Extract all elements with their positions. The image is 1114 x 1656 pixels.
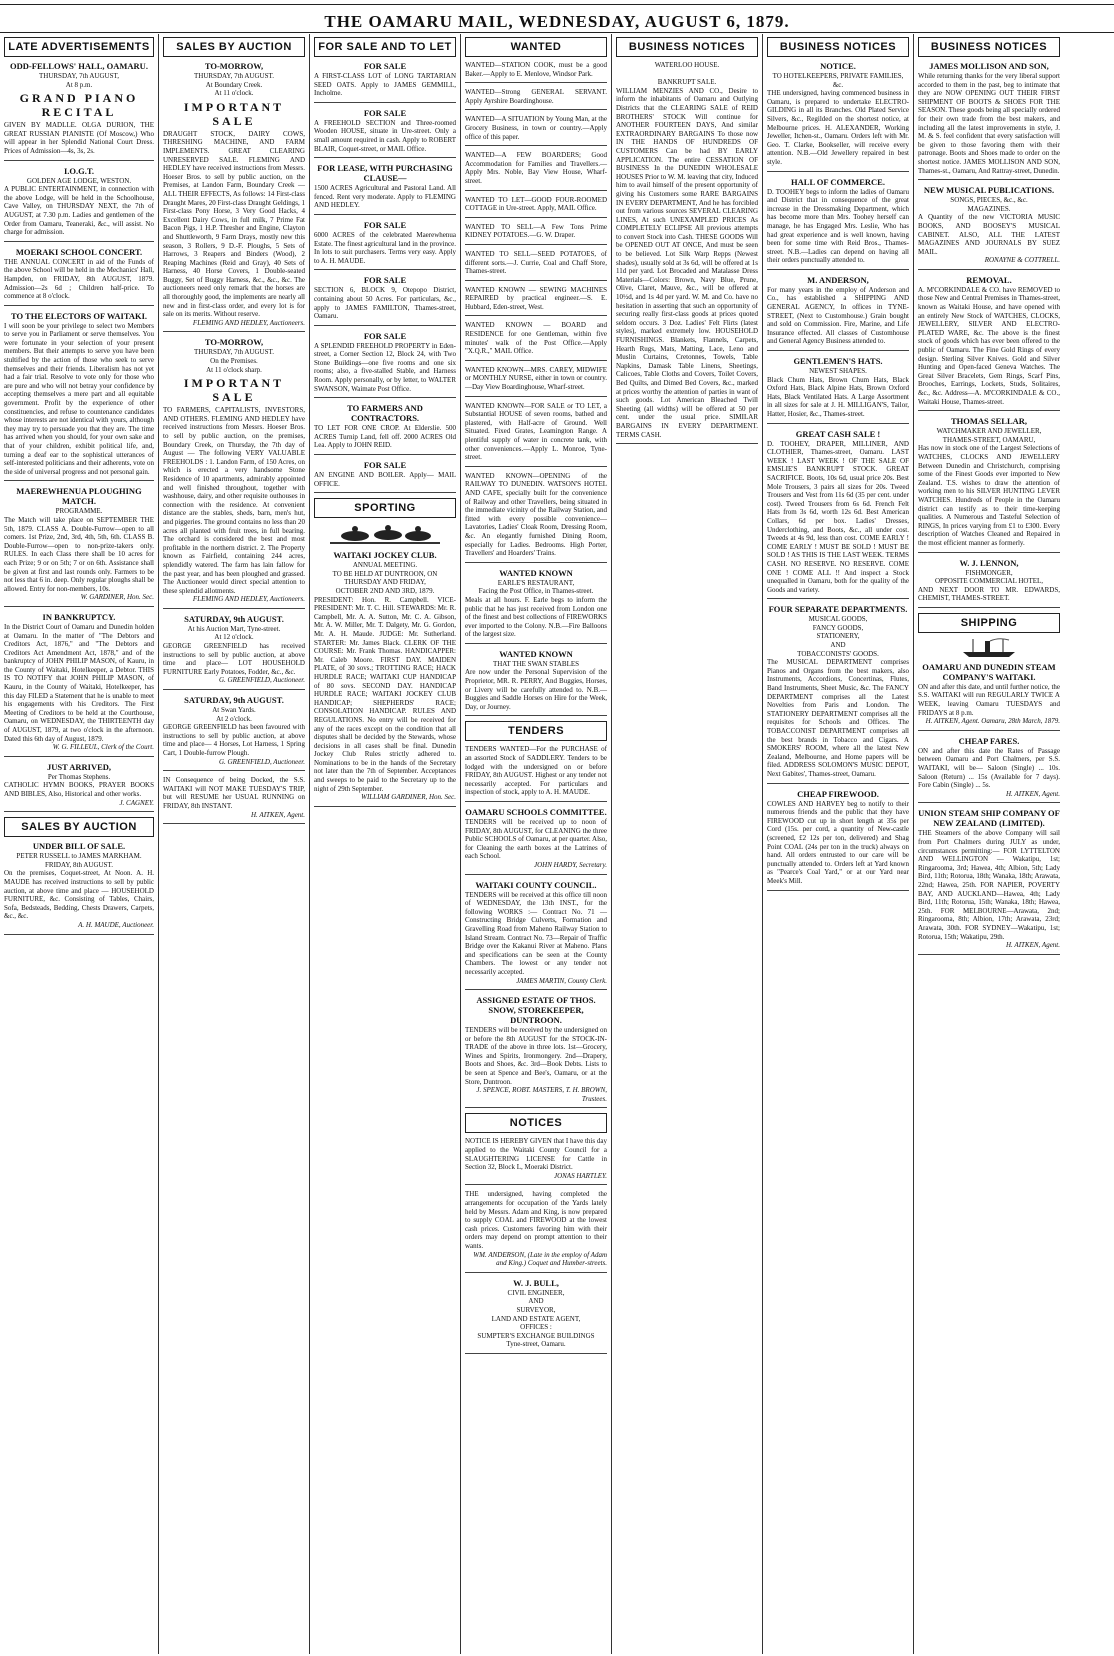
ad-body: D. TOOHEY begs to inform the ladies of Oamaru and District that in consequence of the great increase in the Dressmaking Department, which has become more than Mrs. Toohey herself can manage, he has Engaged Mrs. Leslie, Who has had great experience and is well known, having been for some time with Reid Bros., Thames-street. N.B.—Ladies can depend on having all their orders punctually attended to. <box>767 187 909 265</box>
advertisement <box>465 568 607 644</box>
ad-line: EARLE'S RESTAURANT, <box>497 578 575 587</box>
advertisement <box>314 275 456 325</box>
ad-title: I.O.G.T. <box>63 165 95 176</box>
ad-body: Are now under the Personal Supervision of the Proprietor, MR. R. PERRY, And Buggies, Horses, or Livery will be carefully attended to. N.B.—Buggies and Saddle Horses on Hire for the Week, Day, or Journey. <box>465 668 607 711</box>
ad-title: GENTLEMEN'S HATS. <box>793 356 883 367</box>
advertisement <box>4 166 154 242</box>
ad-body: TO FARMERS, CAPITALISTS, INVESTORS, AND OTHERS. FLEMING AND HEDLEY have received instructions from Messrs. Hoeser Bros. to sell by public auction, on the premises, Boundary Creek, on Thursday, the 7th day of August — The following VERY VALUABLE FREEHOLDS : 1. Landon Farm, of 150 Acres, on which is erected a very handsome Stone Residence of 10 apartments, admirably appointed and well finished throughout, together with washhouse, dairy, and other requisite outhouses in connection with the residence. At convenient distance are the stables, sheds, barn, men's hut, and piggeries. The ground contains no less than 20 acres all planted with fruit trees, in full bearing. The orchard is considered the best and most profitable in the northern district. 2. The Property known as Fairfield, containing 244 acres, splendidly watered. The farm has lain fallow for the past year, and has been ploughed and grassed. The Auctioneer would direct special attention to these splendid allotments. <box>163 406 305 595</box>
ad-body: SECTION 6, BLOCK 9, Otepopo District, containing about 50 Acres. For particulars, &c., apply to JAMES FAMILTON, Thames-street, Oamaru. <box>314 286 456 321</box>
ad-body: THE Steamers of the above Company will sail from Port Chalmers during JULY as under, circumstances permitting:— FOR LYTTELTON AND WELLINGTON — Wakatipu, 1st; Ringarooma, 3rd; Hawea, 4th; Albion, 5th; Lady Bird, 11th; Rotorua, 18th; Wanaka, 18th; Arawata, 22nd; Hawea, 25th. FOR NAPIER, POVERTY BAY, AND AUCKLAND—Hawea, 4th; Lady Bird, 11th; Rotorua, 15th; Wanaka, 18th; Hawea, 25th. FOR MELBOURNE—Arawata, 2nd; Ringarooma, 8th; Albion, 17th; Arawata, 23rd; Arawata, 30th. FOR SYDNEY—Wakatipu, 1st; Rotorua, 15th; Wakatipu, 29th. <box>918 829 1060 941</box>
ad-title: MOERAKI SCHOOL CONCERT. <box>15 246 143 257</box>
ad-title: NEW MUSICAL PUBLICATIONS. <box>923 185 1055 196</box>
section-heading: WANTED <box>465 37 607 57</box>
ad-body: WANTED KNOWN—MRS. CAREY, MIDWIFE or MONTHLY NURSE, either in town or country.—Day View Boardinghouse, Wharf-street. <box>465 365 607 392</box>
section-heading: FOR SALE AND TO LET <box>314 37 456 57</box>
ad-line: WATCHMAKER AND JEWELLER, <box>936 427 1042 436</box>
ad-title: GREAT CASH SALE ! <box>795 428 881 439</box>
ad-title: REMOVAL. <box>966 274 1012 285</box>
ad-body: A SPLENDID FREEHOLD PROPERTY in Eden-street, a Corner Section 12, Block 24, with Two Stone Buildings—one five rooms and one six rooms; also, a five-stalled Stable, and Harness Room. Apply personally, or by letter, to WALTER SWANSON, Waimate Post Office. <box>314 341 456 393</box>
ad-line: TOBACCONISTS' GOODS. <box>797 649 879 658</box>
ad-line: STATIONERY, <box>816 632 860 641</box>
ad-body: IN Consequence of being Docked, the S.S. WAITAKI will NOT MAKE TUESDAY'S TRIP, but will RESUME her USUAL RUNNING on FRIDAY, 8th INSTANT. <box>163 776 305 810</box>
ad-line: LAND AND ESTATE AGENT, <box>491 1314 581 1323</box>
advertisement <box>465 88 607 110</box>
ad-title: TO FARMERS AND CONTRACTORS. <box>347 403 423 424</box>
advertisement <box>465 61 607 83</box>
ad-title: CHEAP FARES. <box>958 735 1020 746</box>
ad-body: WANTED KNOWN—OPENING of the RAILWAY TO DUNEDIN. WATSON'S HOTEL AND CAFE, specially built for the convenience of Railway and other Travellers, being situated in the immediate vicinity of the Railway Station, and fitted with every possible convenience—Lavatories, Ladies' Cloak Room, Dressing Room, &c. An elegantly furnished Dining Room, especially for Ladies. Bedrooms. High Porter, Travellers' and Hoarders' Trains. <box>465 471 607 558</box>
ad-body: WANTED KNOWN — BOARD and RESIDENCE for one Gentleman, within five minutes' walk of the Post Office.—Apply "X.Q.R.," MAIL Office. <box>465 321 607 356</box>
ad-line: At his Auction Mart, Tyne-street. <box>187 624 281 633</box>
advertisement <box>767 604 909 783</box>
ad-line: AND <box>528 1297 544 1306</box>
ad-body: 1500 ACRES Agricultural and Pastoral Land. All fenced. Rent very moderate. Apply to FLEMING AND HEDLEY. <box>314 184 456 210</box>
ad-body: GIVEN BY MADLLE. OLGA DURION, THE GREAT RUSSIAN PIANISTE (Of Moscow,) Who will appear in her Splendid National Court Dress. Prices of Admission—4s, 3s, 2s. <box>4 121 154 155</box>
section-heading: SALES BY AUCTION <box>4 817 154 837</box>
page-columns <box>0 34 1114 1654</box>
ad-title: FOR SALE <box>363 107 407 118</box>
ad-line: THURSDAY, 7th AUGUST. <box>194 348 274 357</box>
ad-line: MUSICAL GOODS, <box>808 615 868 624</box>
advertisement <box>314 460 456 493</box>
advertisement <box>465 366 607 397</box>
ad-line: FISHMONGER, <box>965 568 1013 577</box>
advertisement <box>465 649 607 717</box>
ad-body: AND NEXT DOOR TO MR. EDWARDS, CHEMIST, THAMES-STREET. <box>918 585 1060 603</box>
ad-line: THURSDAY, 7th AUGUST, <box>39 72 119 80</box>
advertisement <box>314 550 456 807</box>
advertisement <box>767 429 909 600</box>
ad-body: Black Chum Hats, Brown Chum Hats, Black Oxford Hats, Black Alpine Hats, Brown Oxford Hats, Black Ventilated Hats. A Large Assortment in all sizes for sale at J. H. MILLIGAN'S, Tailor, Hatter, Hosier, &c., Thames-street. <box>767 375 909 418</box>
ad-title: UNION STEAM SHIP COMPANY OF NEW ZEALAND (LIMITED). <box>918 808 1060 829</box>
ad-title: OAMARU AND DUNEDIN STEAM COMPANY'S WAITAKI. <box>922 661 1056 682</box>
ad-signature: WM. ANDERSON, (Late in the employ of Adam and King.) Coquet and Humber-streets. <box>473 1250 607 1268</box>
advertisement <box>767 789 909 891</box>
ad-title: FOR SALE <box>363 61 407 71</box>
ad-title: IN BANKRUPTCY. <box>42 611 116 622</box>
ad-title: MAEREWHENUA PLOUGHING MATCH. <box>16 486 142 507</box>
masthead-rule <box>0 32 1114 33</box>
advertisement <box>465 807 607 875</box>
advertisement <box>767 356 909 424</box>
ad-body: WANTED TO LET—GOOD FOUR-ROOMED COTTAGE in Ure-street. Apply, MAIL Office. <box>465 195 607 213</box>
ad-line: THAMES-STREET, OAMARU, <box>942 435 1036 444</box>
ad-signature: JONAS HARTLEY. <box>553 1171 607 1180</box>
column-6 <box>763 34 914 1654</box>
ad-body: TENDERS will be received at this office till noon of WEDNESDAY, the 13th INST., for the following WORKS :— Contract No. 71 — Constructing Bridge Culverts, Formation and Gravelling Road from Maheno Railway Station to Island Stream. Contract No. 73—Repair of Traffic Bridge over the Kakanui River at Maheno. Plans and specifications can be seen at the County Chambers. The lowest or any tender not necessarily accepted. <box>465 890 607 976</box>
advertisement <box>163 776 305 824</box>
ad-line: PETER RUSSELL to JAMES MARKHAM. <box>16 852 142 861</box>
advertisement <box>314 331 456 399</box>
ad-signature: J. CAGNEY. <box>119 798 154 807</box>
ad-line: At 12 o'clock. <box>214 633 254 642</box>
ad-title: OAMARU SCHOOLS COMMITTEE. <box>465 807 607 817</box>
ad-title: TO-MORROW, <box>204 61 264 71</box>
ad-body: CATHOLIC HYMN BOOKS, PRAYER BOOKS AND BIBLES, Also, Historical and other works. <box>4 781 154 798</box>
advertisement <box>465 1190 607 1272</box>
ad-body: A Quantity of the new VICTORIA MUSIC BOOKS, AND BOOSEY'S MUSICAL CABINET. ALSO, ALL THE LATEST MAGAZINES AND JOURNALS BY SUEZ MAIL. <box>918 213 1060 256</box>
advertisement <box>918 416 1060 552</box>
ad-title: THOMAS SELLAR, <box>950 416 1028 427</box>
section-heading: NOTICES <box>465 1113 607 1133</box>
ad-line: FRIDAY, 8th AUGUST. <box>45 860 113 869</box>
advertisement <box>767 61 909 172</box>
ad-body: THE undersigned, having completed the arrangements for occupation of the Yards lately held by Messrs. Adam and King, is now prepared to supply COAL and FIREWOOD at the lowest cash prices. Customers favoring him with their orders may depend on prompt attention to their wants. <box>465 1190 607 1250</box>
ad-line: OCTOBER 2ND AND 3RD, 1879. <box>335 587 435 595</box>
ad-line: At 2 o'clock. <box>216 714 252 723</box>
advertisement <box>4 247 154 306</box>
ad-line: PROGRAMME. <box>55 507 103 516</box>
ad-title: WAITAKI JOCKEY CLUB. <box>333 550 437 561</box>
ad-signature: A. H. MAUDE, Auctioneer. <box>78 920 154 929</box>
ad-body: TO LET FOR ONE CROP. At Elderslie. 500 ACRES Turnip Land, fell off. 2000 ACRES Old Lea. Apply to JOHN REID. <box>314 424 456 450</box>
ad-signature: W. GARDINER, Hon. Sec. <box>80 593 154 602</box>
ad-body: WILLIAM MENZIES AND CO., Desire to inform the inhabitants of Oamaru and Outlying Districts that the CLEARING SALE of REID BROTHERS' STOCK Will continue for ANOTHER FOURTEEN DAYS, And similar EXTRAORDINARY BARGAINS To those now IN THE HANDS OF HUNDREDS OF CUSTOMERS Can be had BY EARLY APPLICATION. The entire CESSATION OF BUSINESS In the DUNEDIN WHOLESALE HOUSES Prior to W. M. leaving that city, Induced him to avail himself of the present opportunity of giving his Customers some RARE BARGAINS IN EVERY DEPARTMENT, And he has forcibled out from various sources SEVERAL CLEARING LINES, At such UNEXAMPLED PRICES As COMPLETELY ECLIPSE All previous attempts to convert Stock into Cash. THESE GOODS Will be OPENED OUT AT ONCE, And must be seen to be believed. Lot Silk Warp Repps (Newest shades), usually sold at 3s 6d, will be offered at 1s 11d per yard. Lot Brocaded and Matalasse Dress Materials—Colors: Brown, Navy Blue, Prune, Olive, Claret, Mauve, &c., will be offered at 10½d, and 1s 4d per yard. W. M. and Co. have no hesitation in asserting that such an opportunity of securing really first-class goods at prices quoted seldom occurs. 3 Doz. Ladies' Felt Flirts (latest styles), marked extremely low. HOUSEHOLD FURNISHINGS. Blankets, Flannels, Carpets, Hearth Rugs, Mats, Matting, Lace, Leno and Muslin Curtains, Cretonnes, Towels, Table Napkins, Damask Table Linens, Sheetings, Calicoes, Table Cloths and Covers, Toilet Covers, Bed Quilts, and Dimed Bed Covers, &c., marked at prices worthy the attention of parties in want of such goods. Lot American Bleached Twill Sheeting (all widths) will be offered at 50 per cent. under the usual price. SIMILAR BARGAINS IN EVERY DEPARTMENT. TERMS CASH. <box>616 86 758 439</box>
ad-signature: H. AITKEN, Agent. <box>1006 789 1060 798</box>
ad-title: TO-MORROW, <box>204 337 264 348</box>
advertisement <box>163 337 305 608</box>
advertisement <box>918 736 1060 804</box>
ad-signature: FLEMING AND HEDLEY, Auctioneers. <box>192 595 305 604</box>
ad-body: WANTED—A FEW BOARDERS; Good Accommodation for Families and Travellers.—Apply Mrs. Noble, Bay View House, Wharf-street. <box>465 151 607 185</box>
ad-signature: WILLIAM GARDINER, Hon. Sec. <box>361 793 456 802</box>
ad-title: ODD-FELLOWS' HALL, OAMARU. <box>10 61 148 71</box>
advertisement <box>4 486 154 607</box>
ad-signature: RONAYNE & COTTRELL. <box>984 256 1060 265</box>
ad-headline: GRAND PIANO RECITAL <box>19 91 139 120</box>
ad-title: WANTED KNOWN <box>499 648 573 659</box>
ad-signature: G. GREENFIELD, Auctioneer. <box>219 676 305 685</box>
ad-body: TENDERS will be received up to noon of FRIDAY, 8th AUGUST, for CLEANING the three Public SCHOOLS of Oamaru, at per quarter. Also, for Cleaning the earth boxes at the Latrines of each School. <box>465 818 607 861</box>
ad-headline: IMPORTANT SALE <box>183 376 285 405</box>
advertisement <box>465 223 607 245</box>
ad-line: SONGS, PIECES, &c., &c. <box>950 196 1028 205</box>
ad-body: GEORGE GREENFIELD has been favoured with instructions to sell by public auction, at above time and place— 4 Horses, Lot Harness, 1 Spring Cart, 1 Double-furrow Plough. <box>163 723 305 757</box>
ad-line: FANCY GOODS, <box>812 623 864 632</box>
advertisement <box>465 286 607 317</box>
ad-body: The MUSICAL DEPARTMENT comprises Pianos and Organs from the best makers, also Instruments, Accordions, Concertinas, Flutes, Band Instruments, Sheet Music, &c. The FANCY DEPARTMENT comprises all the Latest Novelties from Paris and London. The STATIONERY DEPARTMENT comprises all the requisites for Schools and Offices. The TOBACCONIST DEPARTMENT comprises all the best brands in Tobacco and Cigars. A SMOKERS' ROOM, where all the latest New Zealand, Melbourne, and Home papers will be filed. ADDRESS SOLOMON'S MUSIC DEPOT, Next Gabites', Thames-street, Oamaru. <box>767 658 909 778</box>
ad-body: For many years in the employ of Anderson and Co., has established a SHIPPING AND GENERAL AGENCY, In offices in TYNE-STREET, (Next to Customhouse.) Grain bought and sold on Commission. Fire, Marine, and Life Insurance effected. All classes of Customhouse and General Agency Business attended to. <box>767 285 909 346</box>
ad-body: COWLES AND HARVEY beg to notify to their numerous friends and the public that they have FIREWOOD cut up in short length at 35s per Cord (15s. per cord, a quantity of New-castle (screened, £2 12s per ton, delivered) and Shag Point COAL (24s per ton in the truck) always on hand. All orders entrusted to our care will be punctually attended to. Orders left at Yard known as "Pearce's Coal Yard," or at our Yard near Meek's Mill. <box>767 799 909 885</box>
advertisement <box>465 880 607 991</box>
ad-line: TO HOTELKEEPERS, PRIVATE FAMILIES, &c. <box>772 72 904 89</box>
ad-line: At 11 o'clock sharp. <box>206 365 262 374</box>
advertisement <box>767 275 909 351</box>
ad-title: SATURDAY, 9th AUGUST. <box>184 613 284 624</box>
advertisement <box>4 841 154 934</box>
advertisement <box>465 745 607 802</box>
ad-line: CIVIL ENGINEER, <box>507 1288 565 1297</box>
advertisement <box>465 151 607 190</box>
ad-line: Per Thomas Stephens. <box>47 772 111 781</box>
ad-body: 6000 ACRES of the celebrated Maerewhenua Estate. The finest agricultural land in the province. In lots to suit purchasers. Terms very easy. Apply to A. H. MAUDE. <box>314 230 456 265</box>
ad-body: WANTED—Strong GENERAL SERVANT. Apply Ayrshire Boardinghouse. <box>465 88 607 105</box>
advertisement <box>314 163 456 215</box>
advertisement <box>465 196 607 218</box>
ad-line: BANKRUPT SALE. <box>657 78 717 87</box>
ad-line: SUMPTER'S EXCHANGE BUILDINGS <box>477 1331 595 1340</box>
ad-signature: JAMES MARTIN, County Clerk. <box>516 976 607 985</box>
column-5 <box>612 34 763 1654</box>
ad-body: THE ANNUAL CONCERT in aid of the Funds of the above School will be held in the Mechanics' Hall, Hampden, on FRIDAY, 8th AUGUST, 1879. Admission—2s 6d ; Children half-price. To commence at 8 o'clock. <box>4 257 154 301</box>
ad-body: TENDERS WANTED—For the PURCHASE of an assorted Stock of SADDLERY. Tenders to be lodged with the undersigned on or before FRIDAY, 8th AUGUST. Highest or any tender not necessarily accepted. For particulars and inspection of stock, apply to A. H. MAUDE. <box>465 745 607 797</box>
ad-body: THE undersigned, having commenced business in Oamaru, is prepared to undertake ELECTRO-GILDING in all its Branches. Old Plated Service Silvers, &c., Regilded on the shortest notice, at Melbourne prices. H. ALEXANDER, Working Jeweller, Itchen-st., Oamaru. Orders left with Mr. Geo. T. Clarke, Bookseller, will receive every attention. N.B.—Old Jewellery repaired in best style. <box>767 89 909 166</box>
ad-body: TENDERS will be received by the undersigned on or before the 8th AUGUST for the STOCK-IN-TRADE of the above in three lots. 1st—Grocery, Wines and Spirits, Ironmongery. 2nd—Drapery, Boots and Shoes, &c. 3rd—Book Debts. Lists to be seen at Spence and Bee's, Oamaru, or at the Store, Duntroon. <box>465 1026 607 1086</box>
ad-body: WANTED KNOWN — SEWING MACHINES REPAIRED by practical engineer.—S. E. Hubbard, Eden-street, West. <box>465 285 607 311</box>
ad-line: OFFICES : <box>520 1323 552 1332</box>
column-3 <box>310 34 461 1654</box>
advertisement <box>314 61 456 103</box>
ad-signature: FLEMING AND HEDLEY, Auctioneers. <box>192 318 305 327</box>
ad-line: At Boundary Creek. <box>205 80 263 89</box>
advertisement <box>465 250 607 281</box>
ad-body: ON and after this date, and until further notice, the S.S. WAITAKI will run REGULARLY TWICE A WEEK, leaving Oamaru TUESDAYS and FRIDAYS at 8 p.m. <box>918 682 1060 717</box>
ad-line: MAGAZINES. <box>967 204 1011 213</box>
column-7 <box>914 34 1064 1654</box>
ad-title: ASSIGNED ESTATE OF THOS. SNOW, STOREKEEPER, DUNTROON. <box>476 995 596 1026</box>
ad-signature: G. GREENFIELD, Auctioneer. <box>219 757 305 766</box>
ad-signature: H. AITKEN, Agent. Oamaru, 28th March, 1879. <box>925 717 1060 726</box>
ad-signature: H. AITKEN, Agent. <box>251 810 305 819</box>
advertisement <box>918 808 1060 954</box>
advertisement <box>465 321 607 360</box>
ad-title: FOR SALE <box>363 275 407 286</box>
ad-line: Facing the Post Office, in Thames-street. <box>478 587 594 596</box>
ad-title: UNDER BILL OF SALE. <box>32 841 126 852</box>
advertisement <box>465 402 607 467</box>
ad-headline: IMPORTANT SALE <box>183 99 285 128</box>
advertisement <box>918 662 1060 731</box>
ad-line: WATERLOO HOUSE. <box>654 61 720 69</box>
advertisement <box>918 185 1060 270</box>
ad-line: THAT THE SWAN STABLES <box>492 659 580 668</box>
ad-title: FOUR SEPARATE DEPARTMENTS. <box>768 604 908 615</box>
advertisement <box>163 695 305 771</box>
ad-title: SATURDAY, 9th AUGUST. <box>184 695 284 706</box>
ad-title: FOR SALE <box>363 219 407 230</box>
ad-body: The Match will take place on SEPTEMBER THE 5th, 1879. CLASS A. Double-Furrow—open to all comers. 1st Prize, 2nd, 3rd, 4th, 5th, 6th. CLASS B. Double-Furrow—open to non-prize-takers only. RULES. In each Class there shall be 10 acres for each Prize; 9 or on 5th; 7 or on 6th. Assistance shall be given at first and last rounds only. Farmers to be not less that 6 in. deep. Only regular ploughs shall be allowed. Entry for non-members, 10s. <box>4 515 154 593</box>
advertisement <box>918 61 1060 180</box>
advertisement <box>314 220 456 270</box>
advertisement <box>163 614 305 690</box>
advertisement <box>314 108 456 158</box>
section-heading: TENDERS <box>465 721 607 741</box>
advertisement <box>767 177 909 270</box>
advertisement <box>314 403 456 455</box>
ad-body: NOTICE IS HEREBY GIVEN that I have this day applied to the Waitaki County Council for a SLAUGHTERING LICENSE for Cattle in Section 32, Block L, Moeraki District. <box>465 1137 607 1172</box>
ad-body: A. M'CORKINDALE & CO. have REMOVED to those New and Central Premises in Thames-street, known as Waitaki House, and have opened with an entirely New Stock of WATCHES, CLOCKS, JEWELLERY, SILVER AND ELECTRO-PLATED WARE, &c. The above is the finest stock of goods which has ever been offered to the public of Oamaru. The Fine Gold Rings of every design. Sterling Silver Knives. Gold and Silver Hunting and Open-faced Geneva Watches. The Great Silver Bracelets, Gem Rings, Scarf Pins, Brooches, Earrings, Lockets, Studs, Solitaires, &c., &c. Address—A. M'CORKINDALE & CO., Waitaki House, Thames-street. <box>918 285 1060 406</box>
ad-body: A FIRST-CLASS LOT of LONG TARTARIAN SEED OATS. Apply to JAMES GEMMILL, Incholme. <box>314 72 456 98</box>
ad-body: I will soon be your privilege to select two Members to serve you in Parliament or serve themselves. You were fortunate in your selection of your present members. But their attempts to serve you have been stultified by the action of those who seek to serve themselves and their friends. Liberalism has not yet had a fair trial. Resolve to vote only for those who are pure and who will not betray your confidence by accepting themselves a mere part and all equitable government. Profit by the experience of other constituencies, and refuse to countenance candidates whose interests are not identical with yours, although they may try to persuade you that they are. The time has arrived when you should, for your own sake and that of your children, exhibit political life, and, turning a deaf ear to the sophistical utterances of self-interested politicians and their adherents, vote on the side of universal progress and not personal gain. <box>4 321 154 476</box>
section-heading: BUSINESS NOTICES <box>767 37 909 57</box>
ad-line: At Swan Yards. <box>212 706 256 715</box>
ad-line: AND <box>830 641 846 650</box>
ad-body: WANTED TO SELL—SEED POTATOES, of different sorts.—J. Currie, Coal and Chaff Store, Thames-street. <box>465 249 607 276</box>
ad-body: WANTED TO SELL—A Few Tons Prime KIDNEY POTATOES.—G. W. Draper. <box>465 222 607 240</box>
ad-body: AN ENGINE AND BOILER. Apply— MAIL OFFICE. <box>314 471 456 488</box>
ad-line: GOLDEN AGE LODGE, WESTON. <box>26 176 132 185</box>
ad-line: Tyne-street, Oamaru. <box>506 1340 566 1349</box>
ad-title: W. J. BULL, <box>513 1277 559 1288</box>
advertisement <box>465 115 607 146</box>
ad-body: GEORGE GREENFIELD has received instructions to sell by public auction, at above time and place— LOT HOUSEHOLD FURNITURE Early Potatoes, Fodder, &c., &c. <box>163 642 305 676</box>
advertisement <box>918 558 1060 608</box>
ad-title: JUST ARRIVED, <box>46 761 112 772</box>
ad-title: FOR LEASE, WITH PURCHASING CLAUSE— <box>317 163 453 184</box>
ad-body: Has now in stock one of the Largest Selections of WATCHES, CLOCKS AND JEWELLERY Between Dunedin and Christchurch, comprising some of the Finest Goods ever imported to New Zealand. T.S. wishes to draw the attention of working men to his SILVER HUNTING LEVER WATCHES. Hundreds of People in the Oamaru district can testify as to their time-keeping qualities. A Numerous and Tasteful Selection of RINGS, In prices varying from £1 to £300. Every description of Watches Cleaned and Repaired in the most efficient manner as formerly. <box>918 444 1060 547</box>
ad-line: ANNUAL MEETING. <box>352 561 418 570</box>
section-heading: SPORTING <box>314 498 456 518</box>
ad-signature: H. AITKEN, Agent. <box>1006 941 1060 950</box>
ad-body: ON and after this date the Rates of Passage between Oamaru and Port Chalmers, per S.S. WAITAKI, will be— Saloon (Single) ... 10s. Saloon (Return) ... 15s (Available for 7 days). Fore Cabin (Single) ... 5s. <box>918 746 1060 790</box>
ad-title: HALL OF COMMERCE. <box>791 176 885 187</box>
advertisement <box>4 762 154 812</box>
ad-line: At 8 p.m. <box>65 80 93 89</box>
column-1 <box>0 34 159 1654</box>
advertisement <box>465 472 607 563</box>
ad-body: In the District Court of Oamaru and Dunedin holden at Oamaru. In the matter of "The Debtors and Creditors Act, 1876," and "The Debtors and Creditors Act Amendment Act, 1878," and of the bankruptcy of JOHN PHILIP MASON, of Kauru, in the County of Waitaki, Hotelkeeper, a Debtor. THIS IS TO NOTIFY that JOHN PHILIP MASON, of Kauru, in the County of Waitaki, Hotelkeeper, has this day FILED a Statement that he is unable to meet his engagements with his Creditors. The First Meeting of Creditors to be held at the Courthouse, Oamaru, on WEDNESDAY, the THIRTEENTH day of AUGUST, 1879, at two o'clock in the afternoon. Dated this 6th day of August, 1879. <box>4 622 154 743</box>
ad-body: While returning thanks for the very liberal support accorded to them in the past, beg to intimate that they are NOW OPENING OUT THEIR FIRST SHIPMENT OF BOOTS & SHOES FOR THE SEASON. These goods being all specially ordered for their own trade from the best makers, and including all the latest improvements in style, J. M. & S. feel confident that every satisfaction will be given to those favoring them with their patronage. Boots and Shoes made to order on the shortest notice. JAMES MOLLISON AND SON, Thames-st., Oamaru, And Rattray-street, Dunedin. <box>918 72 1060 175</box>
ad-line: SURVEYOR, <box>516 1305 556 1314</box>
section-heading: SHIPPING <box>918 613 1060 633</box>
ad-body: A FREEHOLD SECTION and Three-roomed Wooden HOUSE, situate in Ure-street. Only a small amount required in cash. Apply to ROBERT BLAIR, Coquet-street, or MAIL Office. <box>314 118 456 153</box>
section-heading: SALES BY AUCTION <box>163 37 305 57</box>
column-4 <box>461 34 612 1654</box>
newspaper-title: THE OAMARU MAIL, WEDNESDAY, AUGUST 6, 1879. <box>324 12 790 31</box>
ad-body: PRESIDENT: Hon. R. Campbell. VICE-PRESIDENT: Mr. T. C. Hill. STEWARDS: Mr. R. Campbell, Mr. A. A. Sutton, Mr. C. A. Gibson, Mr. A. W. Miller, Mr. T. Dalgety, Mr. G. Gordon, Mr. A. H. Maude. JUDGE: Mr. Sutherland. STARTER: Mr. James Black. CLERK OF THE COURSE: Mr. Frank Thomas. HANDICAPPER: Mr. Caleb Moore. FIRST DAY. MAIDEN PLATE, of 30 sovs.; TROTTING RACE; HACK HURDLE RACE; WAITAKI CUP HANDICAP of 80 sovs. SECOND DAY. HANDICAP HURDLE RACE; WAITAKI JOCKEY CLUB HANDICAP; SHEPHERDS' RACE; CONSOLATION HANDICAP. RULES AND REGULATIONS. No entry will be received for any of the races except on the condition that all disputes shall be decided by the Stewards, whose decisions in all cases shall be final. Dunedin Jockey Club Rules strictly adhered to. Nominations to be in the hands of the Secretary not later than the 7th of September. Acceptances and sweeps to be paid to the Secretary up to the night of 29th September. <box>314 595 456 793</box>
section-heading: BUSINESS NOTICES <box>918 37 1060 57</box>
column-2 <box>159 34 310 1654</box>
ad-title: W. J. LENNON, <box>959 557 1019 568</box>
steamship-icon <box>959 637 1019 659</box>
advertisement <box>465 995 607 1108</box>
ad-signature: J. SPENCE, ROBT. MASTERS, T. H. BROWN, Trustees. <box>476 1086 607 1103</box>
ad-body: A PUBLIC ENTERTAINMENT, in connection with the above Lodge, will be held in the Schoolhouse, Cave Valley, on THURSDAY NEXT, the 7th of AUGUST, at 7.30 p.m. Ladies and gentlemen of the Order from Oamaru, Teaneraki, &c., will assist. No charge for admission. <box>4 185 154 237</box>
top-rule <box>0 4 1114 5</box>
ad-title: WAITAKI COUNTY COUNCIL. <box>475 879 597 890</box>
ad-title: NOTICE. <box>820 61 856 71</box>
ad-title: CHEAP FIREWOOD. <box>797 788 879 799</box>
ad-body: On the premises, Coquet-street, At Noon. A. H. MAUDE has received instructions to sell by public auction, at above time and place — HOUSEHOLD FURNITURE, &c. Consisting of Tables, Chairs, Sofa, Bedsteads, Bedding, Chests Drawers, Carpets, &c., &c. <box>4 869 154 921</box>
ad-title: TO THE ELECTORS OF WAITAKI. <box>10 310 148 321</box>
ad-body: WANTED—STATION COOK, must be a good Baker.—Apply to E. Menlove, Windsor Park. <box>465 61 607 78</box>
advertisement <box>465 1137 607 1185</box>
ad-body: WANTED KNOWN—FOR SALE or TO LET, a Substantial HOUSE of seven rooms, bathed and plastered, with Half-acre of Ground. Well Situated. Fixed Grates, Leamington Range. A plentiful supply of water in concrete tank, with other conveniences.—Apply L. Monroe, Tyne-street. <box>465 401 607 462</box>
ad-body: WANTED—A SITUATION by Young Man, at the Grocery Business, in town or country.—Apply office of this paper. <box>465 115 607 141</box>
advertisement <box>465 1278 607 1354</box>
ad-body: DRAUGHT STOCK, DAIRY COWS, THRESHING MACHINE, AND FARM IMPLEMENTS. GREAT CLEARING UNRESERVED SALE. FLEMING AND HEDLEY have received instructions from Messrs. Hoeser Bros. to sell by public auction, on the Premises, at Landon Farm, Boundary Creek — ALL THEIR EFFECTS, As follows: 14 First-class Draught Mares, 20 First-class Draught Geldings, 1 First-class Pony Horse, 3 Very Good Hacks, 4 Excellent Dairy Cows, in full milk, 7 Prime Fat Bacon Pigs, 1 H.P. Thresher and Engine, Clayton and Shuttleworth, 9 Farm Drays, mostly new this season, 3 Rollers, 9 D.-F. Ploughs, 5 Sets of Harrows, 3 Reapers and Binders (Wood), 2 Reaping Machines (Reid and Gray), 40 Sets of Harness, 40 Horse Covers, 1 Double-seated Buggy, Set of Buggy Harness, &c., &c., &c. The auctioneers need only remark that the horses are all thoroughly good, the implements are nearly all new and in first-class order, and every lot is for sale on its merits. Without reserve. <box>163 129 305 319</box>
ad-title: JAMES MOLLISON AND SON, <box>929 61 1049 71</box>
advertisement <box>163 61 305 332</box>
ad-signature: W. G. FILLEUL, Clerk of the Court. <box>52 743 154 752</box>
ad-title: FOR SALE <box>363 460 407 471</box>
advertisement <box>4 61 154 161</box>
ad-line: On the Premises. <box>210 357 258 366</box>
ad-line: At 11 o'clock. <box>214 89 254 98</box>
ad-line: NEWEST SHAPES. <box>809 367 867 376</box>
ad-body: D. TOOHEY, DRAPER, MILLINER, AND CLOTHIER, Thames-street, Oamaru. LAST WEEK ! LAST WEEK ! OF THE SALE OF EMSLIE'S BANKRUPT STOCK. GREAT SACRIFICE. Boots, 10s 6d, usual price 20s. Best Mole Trousers, 3 pairs all sizes for 20s. Tweed Trousers and Vest from 11s 6d (35 per cent. under cost). Tweed Trousers from 6s 6d. French Felt Hats from 3s 6d, worth 12s 6d. Best American Collars, 6d per box. Ladies' Dresses, Underclothing, and Boots, &c., all under cost. Tweeds at 4s 9d, less than cost. COME EARLY ! COME EARLY ! MUST BE SOLD ! MUST BE SOLD ! AS THIS IS THE LAST WEEK. TERMS CASH. NO RESERVE. NO RESERVE. COME ONE ! COME ALL !! And inspect a Stock unequalled in Oamaru, both for the quality of the Goods and variety. <box>767 439 909 594</box>
section-heading: LATE ADVERTISEMENTS <box>4 37 154 57</box>
ad-title: M. ANDERSON, <box>807 274 869 285</box>
ad-title: FOR SALE <box>363 330 407 341</box>
ad-line: OPPOSITE COMMERCIAL HOTEL, <box>934 577 1044 586</box>
advertisement <box>4 311 154 482</box>
advertisement <box>616 61 758 444</box>
ad-line: TO BE HELD AT DUNTROON, ON THURSDAY AND FRIDAY, <box>332 569 438 587</box>
ad-body: Meals at all hours. F. Earle begs to inform the public that he has just received from London one of the finest and best collections of FIREWORKS ever imported to the Colony. N.B.—Fire Balloons of the largest size. <box>465 595 607 639</box>
advertisement <box>918 275 1060 411</box>
section-heading: BUSINESS NOTICES <box>616 37 758 57</box>
ad-line: THURSDAY, 7th AUGUST. <box>194 72 274 80</box>
horse-race-icon <box>330 522 440 548</box>
ad-title: WANTED KNOWN <box>499 567 573 578</box>
advertisement <box>4 612 154 757</box>
ad-signature: JOHN HARDY, Secretary. <box>534 860 607 869</box>
